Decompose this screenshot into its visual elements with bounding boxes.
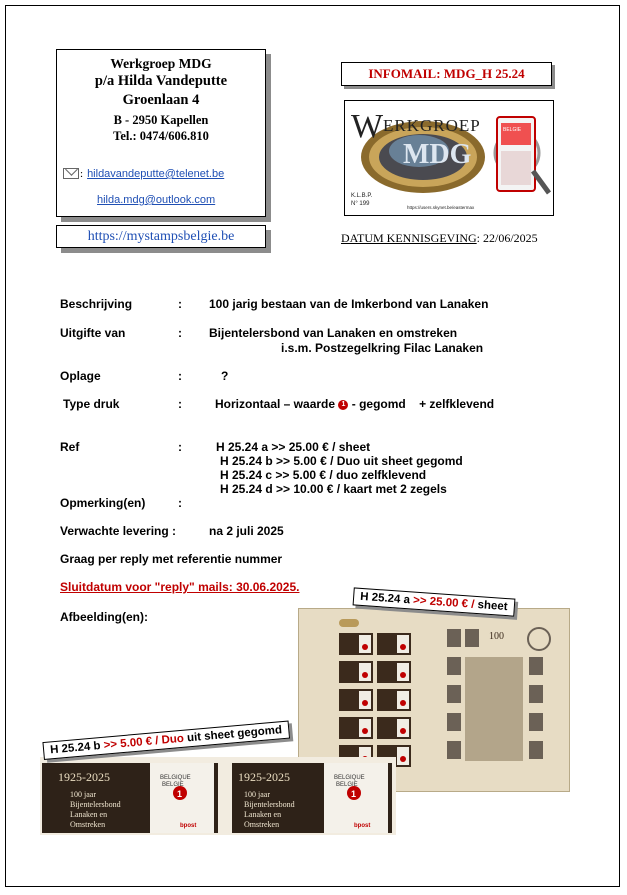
stamp-country-2b: BELGIE bbox=[336, 782, 358, 788]
tag-b-price: >> 5.00 € / Duo bbox=[103, 732, 185, 752]
reply-note: Graag per reply met referentie nummer bbox=[60, 552, 283, 566]
value-type-druk bbox=[215, 397, 494, 411]
closing-date: Sluitdatum voor "reply" mails: 30.06.2025. bbox=[60, 580, 300, 594]
stamp-country-1a: BELGIQUE bbox=[160, 775, 191, 781]
stamp-country-1b: BELGIE bbox=[162, 782, 184, 788]
stamp-bpost-2: bpost bbox=[354, 823, 371, 829]
envelope-icon bbox=[63, 168, 79, 179]
contact-city: B - 2950 Kapellen bbox=[113, 113, 209, 127]
logo-graphic bbox=[345, 101, 553, 215]
label-opmerking: Opmerking(en) bbox=[60, 496, 146, 510]
bullet-one-icon: 1 bbox=[338, 400, 348, 410]
label-beschrijving: Beschrijving bbox=[60, 297, 133, 311]
value-levering: na 2 juli 2025 bbox=[209, 524, 284, 538]
stamp-text1-1: 100 jaar bbox=[70, 790, 96, 799]
duo-stamps-image bbox=[40, 757, 396, 835]
label-afbeelding: Afbeelding(en): bbox=[60, 610, 148, 624]
stamp-text3-1: Lanaken en bbox=[70, 810, 108, 819]
duo-graphic bbox=[40, 757, 396, 835]
contact-org: Werkgroep MDG bbox=[110, 56, 212, 71]
logo-w: W bbox=[351, 108, 384, 145]
logo-url: https://users.skynet.be/eastermax bbox=[407, 205, 475, 210]
label-uitgifte: Uitgifte van bbox=[60, 326, 126, 340]
value-uitgifte-2: i.s.m. Postzegelkring Filac Lanaken bbox=[281, 341, 484, 355]
infomail-title: INFOMAIL: MDG_H 25.24 bbox=[341, 62, 552, 86]
stamp-text1-2: 100 jaar bbox=[244, 790, 270, 799]
sep-oplage: : bbox=[178, 369, 182, 383]
sep-opmerking: : bbox=[178, 496, 182, 510]
stamp-text2-1: Bijentelersbond bbox=[70, 800, 121, 809]
tag-a-price: >> 25.00 € / bbox=[412, 594, 475, 611]
contact-name: p/a Hilda Vandeputte bbox=[94, 73, 228, 89]
svg-text:100: 100 bbox=[489, 631, 504, 642]
stamp-text4-2: Omstreken bbox=[244, 820, 280, 829]
logo-klbp: K.L.B.P. bbox=[351, 193, 373, 199]
logo-monogram: MDG bbox=[403, 139, 472, 170]
werkgroep-logo bbox=[344, 100, 554, 216]
contact-card: Werkgroep MDG p/a Hilda Vandeputte Groenlaan 4 B - 2950 Kapellen Tel.: 0474/606.810 : hildavandeputte@telenet.be hilda.mdg@outlook.com bbox=[56, 49, 266, 217]
label-oplage: Oplage bbox=[60, 369, 101, 383]
email-link-telenet[interactable]: hildavandeputte@telenet.be bbox=[87, 168, 225, 180]
tag-b-ref: H 25.24 b bbox=[49, 740, 102, 757]
sep-type-druk: : bbox=[178, 397, 182, 411]
label-ref: Ref bbox=[60, 440, 80, 454]
sep-beschrijving: : bbox=[178, 297, 182, 311]
email-link-outlook[interactable]: hilda.mdg@outlook.com bbox=[97, 194, 216, 206]
tag-a-ref: H 25.24 a bbox=[359, 590, 411, 607]
stamp-country-2a: BELGIQUE bbox=[334, 775, 365, 781]
datum-label: DATUM KENNISGEVING bbox=[341, 231, 477, 245]
stamp-value-2: 1 bbox=[351, 789, 357, 799]
stamp-value-1: 1 bbox=[177, 789, 183, 799]
ref-line-d: H 25.24 d >> 10.00 € / kaart met 2 zegels bbox=[220, 482, 447, 496]
stamp-years-2: 1925-2025 bbox=[238, 770, 290, 784]
logo-title: ERKGROEP bbox=[383, 116, 481, 135]
type-druk-a: Horizontaal – waarde bbox=[215, 397, 336, 411]
website-link[interactable]: https://mystampsbelgie.be bbox=[56, 225, 266, 248]
logo-badge: BELGIE bbox=[503, 127, 522, 133]
ref-line-a: H 25.24 a >> 25.00 € / sheet bbox=[216, 440, 371, 454]
logo-nr: N° 199 bbox=[351, 201, 370, 207]
tag-b-suffix: uit sheet gegomd bbox=[183, 724, 283, 745]
sep-uitgifte: : bbox=[178, 326, 182, 340]
value-oplage: ? bbox=[221, 369, 229, 383]
stamp-years-1: 1925-2025 bbox=[58, 770, 110, 784]
label-type-druk: Type druk bbox=[63, 397, 120, 411]
tag-a-suffix: sheet bbox=[473, 598, 508, 614]
type-druk-b: - gegomd bbox=[351, 397, 406, 411]
stamp-text4-1: Omstreken bbox=[70, 820, 106, 829]
value-uitgifte: Bijentelersbond van Lanaken en omstreken bbox=[209, 326, 458, 340]
contact-street: Groenlaan 4 bbox=[122, 92, 200, 108]
notification-date bbox=[341, 231, 538, 246]
type-druk-c: + zelfklevend bbox=[419, 397, 495, 411]
stamp-bpost-1: bpost bbox=[180, 823, 197, 829]
datum-value: : 22/06/2025 bbox=[476, 231, 538, 245]
value-beschrijving: 100 jarig bestaan van de Imkerbond van Lanaken bbox=[209, 297, 489, 311]
contact-phone: Tel.: 0474/606.810 bbox=[113, 129, 209, 143]
ref-line-b: H 25.24 b >> 5.00 € / Duo uit sheet gegomd bbox=[220, 454, 463, 468]
sep-ref: : bbox=[178, 440, 182, 454]
label-levering: Verwachte levering : bbox=[60, 524, 177, 538]
ref-line-c: H 25.24 c >> 5.00 € / duo zelfklevend bbox=[220, 468, 427, 482]
stamp-text3-2: Lanaken en bbox=[244, 810, 282, 819]
stamp-text2-2: Bijentelersbond bbox=[244, 800, 295, 809]
